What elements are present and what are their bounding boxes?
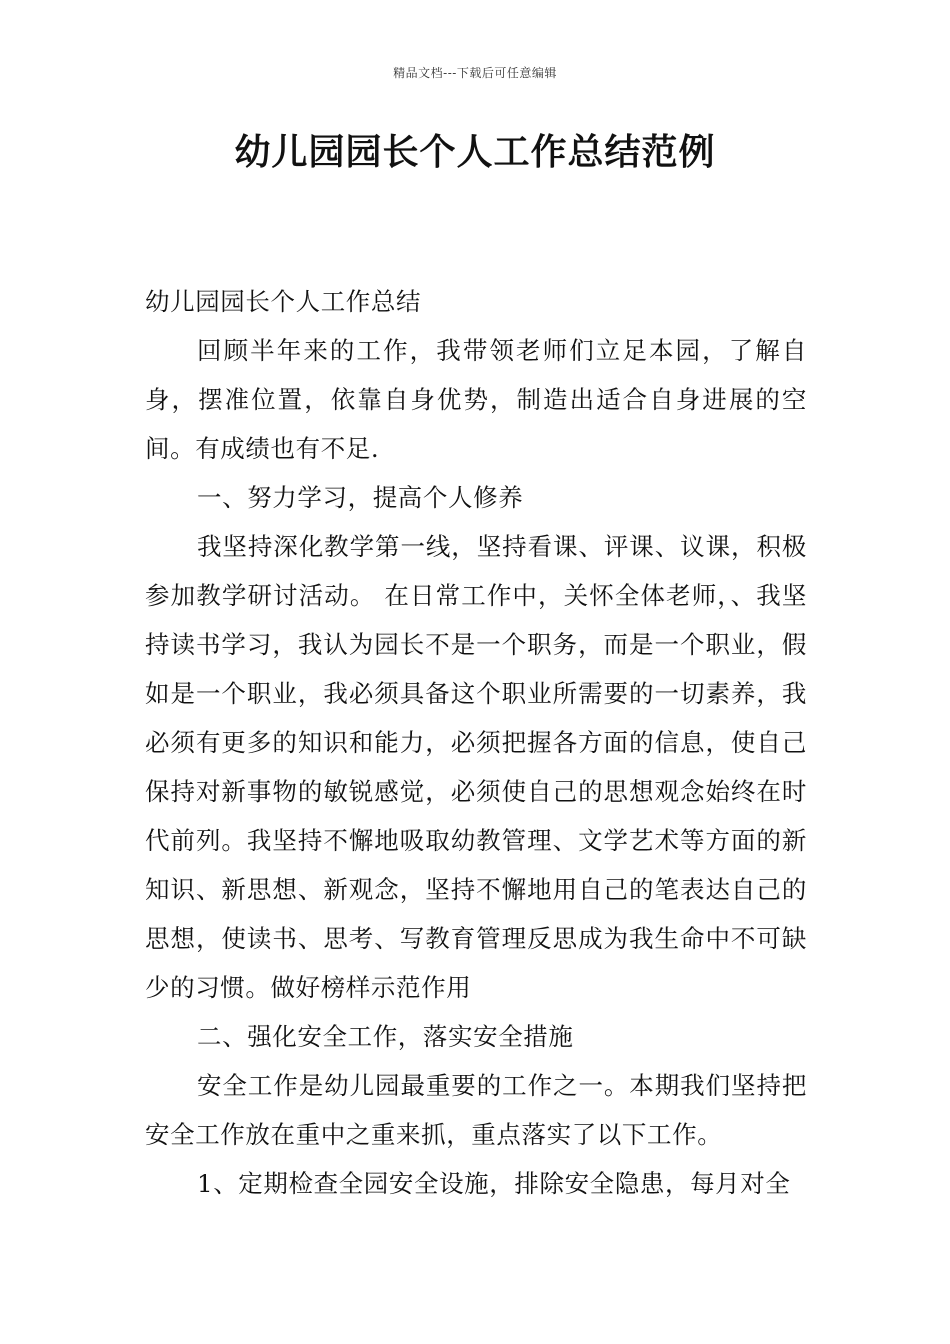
section-heading: 一、努力学习，提高个人修养 — [197, 483, 524, 512]
document-title: 幼儿园园长个人工作总结范例 — [234, 131, 716, 173]
section-heading: 二、强化安全工作，落实安全措施 — [197, 1022, 574, 1051]
paragraph: 回顾半年来的工作，我带领老师们立足本园，了解自身，摆准位置，依靠自身优势，制造出适合自身进展的空间。有成绩也有不足. — [145, 336, 807, 463]
header-note: 精品文档---下载后可任意编辑 — [393, 66, 557, 80]
paragraph: 我坚持深化教学第一线，坚持看课、评课、议课，积极参加教学研讨活动。 在日常工作中，关怀全体老师，、我坚持读书学习，我认为园长不是一个职务，而是一个职业，假如是一个职业，我必须具备这个职业所需要的一切素养，我必须有更多的知识和能力，必须把握各方面的信息，使自己保持对新事物的敏锐感觉，必须使自己的思想观念始终在时代前列。我坚持不懈地吸取幼教管理、文学艺术等方面的新知识、新思想、新观念，坚持不懈地用自己的笔表达自己的思想，使读书、思考、写教育管理反思成为我生命中不可缺少的习惯。做好榜样示范作用 — [145, 532, 807, 1002]
document-body — [145, 277, 807, 1208]
section-heading: 幼儿园园长个人工作总结 — [145, 287, 422, 316]
paragraph: 1、定期检查全园安全设施，排除安全隐患，每月对全 — [197, 1169, 791, 1198]
paragraph: 安全工作是幼儿园最重要的工作之一。本期我们坚持把安全工作放在重中之重来抓，重点落实了以下工作。 — [145, 1071, 807, 1149]
